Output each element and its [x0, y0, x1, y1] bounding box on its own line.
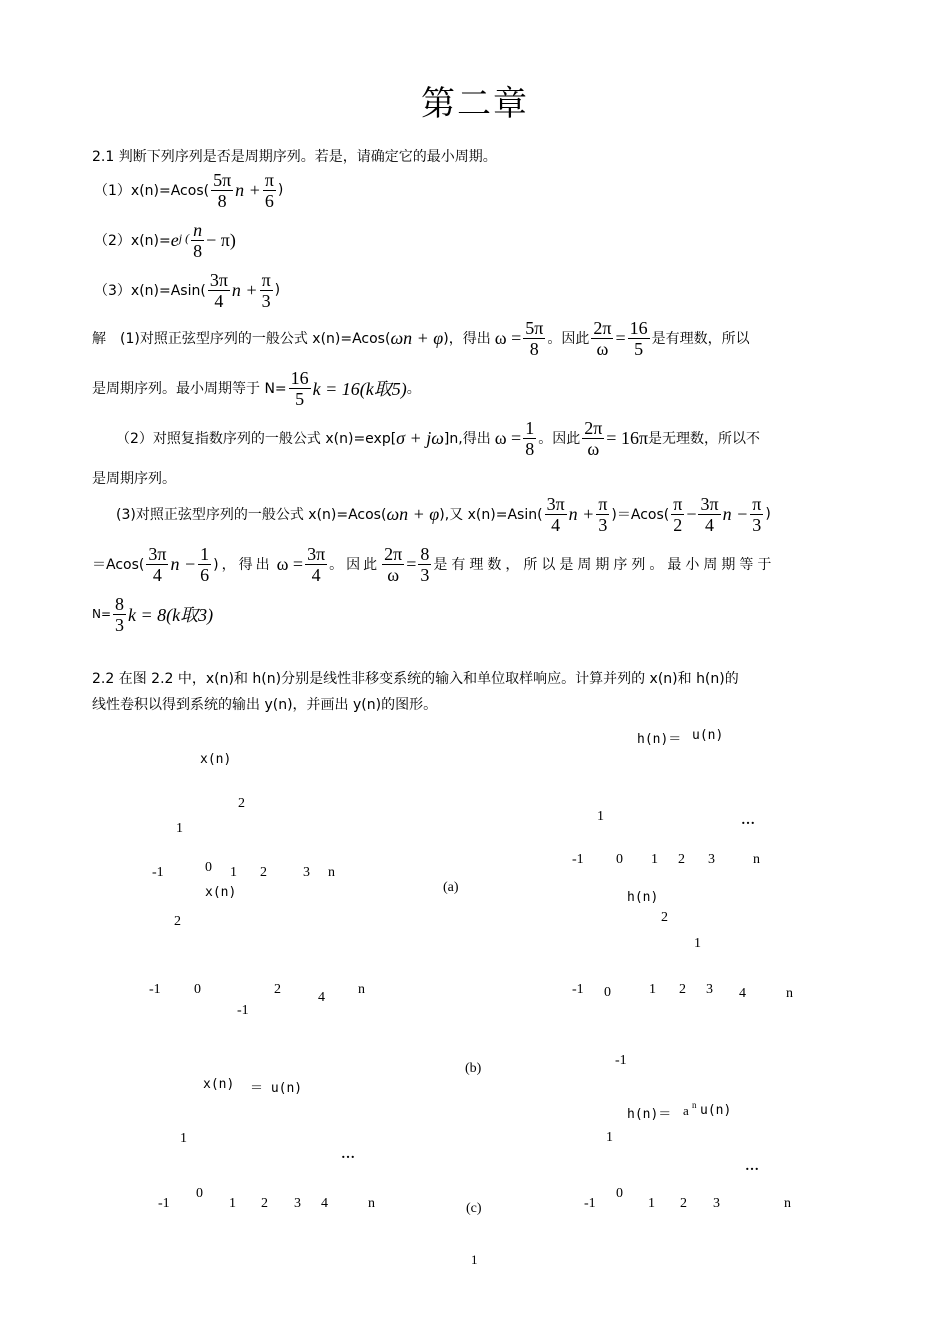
sol3-frac6: $\frac{3\pi}{4}$	[148, 543, 167, 585]
sol2-frac-g: $\frac{2\pi}{\omega}$	[584, 417, 603, 459]
sol1-m: k = 16(k取5)	[312, 379, 407, 399]
sol3-frac3: $\frac{\pi}{2}$	[673, 493, 683, 535]
sol3-q: k = 8(k取3)	[128, 605, 214, 625]
q22-line1: 2.2 在图 2.2 中，x(n)和 h(n)分别是线性非移变系统的输入和单位取样响应。计算并列的 x(n)和 h(n)的	[92, 671, 739, 687]
sol3-d: n +	[568, 503, 595, 524]
sol3-line1	[116, 492, 771, 536]
sol1-h: =	[615, 327, 626, 348]
sol3-frac7: $\frac{1}{6}$	[200, 543, 210, 585]
fig-b-h-tick: n	[786, 986, 793, 1001]
fig-a-h-tick: 3	[708, 852, 715, 867]
fig-b-x-value-neg1: -1	[237, 1003, 249, 1018]
sol3-frac10: $\frac{8}{3}$	[420, 543, 430, 585]
item3-prefix: （3）x(n)=Asin(	[94, 283, 206, 299]
item2-e: e	[170, 229, 179, 250]
sol2-b: σ + jω	[396, 427, 444, 448]
sol3-frac11: $\frac{8}{3}$	[115, 593, 125, 635]
fig-c-x-tick: -1	[158, 1196, 170, 1211]
sol1-line1	[92, 316, 750, 360]
fig-a-x-tick: 3	[303, 865, 310, 880]
item1-frac1: $\frac{5\pi}{8}$	[213, 169, 232, 211]
fig-c-x-value-1: 1	[180, 1131, 187, 1146]
item2-prefix: （2）x(n)=	[94, 233, 171, 249]
sol1-k: 是周期序列。最小周期等于 N=	[92, 381, 287, 397]
item1-mid: n +	[235, 179, 261, 200]
sol2-e: 。因此	[538, 431, 581, 447]
sol3-m: 。因此	[329, 557, 381, 573]
item2-frac: $\frac{n}{8}$	[193, 219, 203, 261]
fig-b-h-value-2: 2	[661, 910, 668, 925]
sol1-line2	[92, 366, 421, 410]
fig-c-h-tick: 0	[616, 1186, 623, 1201]
fig-c-h-ellipsis: …	[745, 1159, 759, 1174]
sol2-j: 是周期序列。	[92, 471, 176, 487]
sol1-j: 是有理数，所以	[651, 331, 750, 347]
fig-b-h-value-1: 1	[694, 936, 701, 951]
sol3-frac5: $\frac{\pi}{3}$	[752, 493, 762, 535]
sol3-p: N=	[92, 607, 112, 621]
fig-b-h-tick: 1	[649, 982, 656, 997]
fig-b-x-tick: n	[358, 982, 365, 997]
fig-a-h-label-u: u(n)	[692, 728, 724, 743]
fig-c-x-ellipsis: …	[341, 1147, 355, 1162]
sol3-line2	[92, 542, 775, 586]
fig-c-x-tick: n	[368, 1196, 375, 1211]
fig-c-h-tick: 2	[680, 1196, 687, 1211]
fig-a-h-tick: 0	[616, 852, 623, 867]
fig-c-x-tick: 2	[261, 1196, 268, 1211]
item2-tail: − π)	[206, 229, 236, 250]
fig-c-h-tick: n	[784, 1196, 791, 1211]
fig-b-x-tick: 0	[194, 982, 201, 997]
fig-c-x-tick: 1	[229, 1196, 236, 1211]
fig-b-h-label: h(n)	[627, 890, 659, 905]
fig-a-x-tick: -1	[152, 865, 164, 880]
fig-a-x-tick: n	[328, 865, 335, 880]
item3-suffix: )	[274, 282, 281, 298]
sol3-frac2: $\frac{\pi}{3}$	[598, 493, 608, 535]
q21-item2	[94, 218, 236, 262]
sol3-f: −	[686, 503, 697, 524]
sol1-d: ω =	[494, 327, 522, 348]
sol3-e: )＝Acos(	[611, 507, 670, 523]
fig-c-h-tick: 1	[648, 1196, 655, 1211]
sol3-h: )	[765, 506, 771, 522]
fig-b-h-value-neg1: -1	[615, 1053, 627, 1068]
fig-a-h-tick: -1	[572, 852, 584, 867]
sol1-frac-g: $\frac{2\pi}{\omega}$	[593, 317, 612, 359]
sol3-g: n −	[722, 503, 749, 524]
fig-b-caption: (b)	[465, 1061, 482, 1076]
fig-c-h-tick: 3	[713, 1196, 720, 1211]
fig-b-h-tick: 0	[604, 985, 611, 1000]
fig-b-x-tick: -1	[149, 982, 161, 997]
sol3-b: ωn + φ	[386, 503, 440, 524]
sol2-d: ω =	[494, 427, 522, 448]
q21-item3	[94, 268, 280, 312]
q21-item1	[94, 168, 283, 212]
fig-a-h-ellipsis: …	[741, 813, 755, 828]
sol3-frac9: $\frac{2\pi}{\omega}$	[384, 543, 403, 585]
fig-a-x-value-2: 2	[238, 796, 245, 811]
sol2-c: ]n,得出	[443, 431, 491, 447]
sol2-a: （2）对照复指数序列的一般公式 x(n)=exp[	[116, 431, 397, 447]
item1-suffix: )	[277, 182, 284, 198]
sol3-frac1: $\frac{3\pi}{4}$	[546, 493, 565, 535]
fig-b-h-tick: -1	[572, 982, 584, 997]
sol3-a: (3)对照正弦型序列的一般公式 x(n)=Acos(	[116, 507, 387, 523]
fig-c-h-tick: -1	[584, 1196, 596, 1211]
sol2-line1	[116, 416, 760, 460]
sol3-j: n −	[170, 553, 197, 574]
item3-mid: n +	[231, 279, 258, 300]
item2-j: j (	[178, 230, 190, 245]
q22-line2: 线性卷积以得到系统的输出 y(n)，并画出 y(n)的图形。	[92, 697, 438, 713]
fig-a-h-tick: 2	[678, 852, 685, 867]
fig-a-x-tick: 0	[205, 860, 212, 875]
fig-a-x-label: x(n)	[200, 752, 232, 767]
sol2-i: 是无理数，所以不	[648, 431, 761, 447]
fig-b-x-value-2: 2	[174, 914, 181, 929]
fig-c-x-label: x(n)	[203, 1077, 235, 1092]
item3-frac2: $\frac{\pi}{3}$	[261, 269, 271, 311]
sol1-a: 解 (1)对照正弦型序列的一般公式 x(n)=Acos(	[92, 331, 391, 347]
fig-b-h-tick: 2	[679, 982, 686, 997]
fig-a-h-value-1: 1	[597, 809, 604, 824]
fig-c-h-value-1: 1	[606, 1130, 613, 1145]
fig-c-h-label-n: n	[692, 1100, 697, 1110]
sol1-frac-i: $\frac{16}{5}$	[629, 317, 648, 359]
sol1-frac-l: $\frac{16}{5}$	[290, 367, 309, 409]
fig-a-caption: (a)	[443, 880, 459, 895]
sol3-frac8: $\frac{3\pi}{4}$	[307, 543, 326, 585]
fig-b-x-tick: 2	[274, 982, 281, 997]
fig-b-x-tick: 4	[318, 990, 325, 1005]
page-title: 第二章	[421, 84, 529, 124]
fig-c-caption: (c)	[466, 1201, 482, 1216]
sol3-o: 是有理数，所以是周期序列。最小周期等于	[433, 557, 776, 573]
sol1-c: )，得出	[443, 331, 491, 347]
page-number: 1	[471, 1252, 478, 1267]
sol1-e: 。因此	[547, 331, 590, 347]
item3-frac1: $\frac{3\pi}{4}$	[209, 269, 228, 311]
fig-a-x-value-1: 1	[176, 821, 183, 836]
sol1-n: 。	[406, 381, 421, 397]
sol3-line3	[92, 592, 213, 636]
fig-c-h-label-a: a	[683, 1103, 689, 1118]
fig-c-x-label-u: ＝ u(n)	[250, 1081, 303, 1096]
sol1-frac-f: $\frac{5\pi}{8}$	[525, 317, 544, 359]
sol3-k: )，得出	[213, 557, 273, 573]
sol2-frac-f: $\frac{1}{8}$	[525, 417, 535, 459]
fig-c-x-tick: 4	[321, 1196, 328, 1211]
sol3-c: ),又 x(n)=Asin(	[439, 507, 543, 523]
fig-b-x-label: x(n)	[205, 885, 237, 900]
sol1-b: ωn + φ	[390, 327, 444, 348]
sol3-n: =	[406, 553, 417, 574]
fig-b-h-tick: 4	[739, 986, 746, 1001]
sol2-h: = 16π	[606, 427, 649, 448]
fig-c-x-tick: 3	[294, 1196, 301, 1211]
fig-a-x-tick: 1	[230, 865, 237, 880]
fig-a-h-tick: 1	[651, 852, 658, 867]
sol3-i: ＝Acos(	[92, 557, 145, 573]
item1-frac2: $\frac{\pi}{6}$	[264, 169, 274, 211]
fig-a-h-tick: n	[753, 852, 760, 867]
sol3-l: ω =	[276, 553, 304, 574]
sol3-frac4: $\frac{3\pi}{4}$	[700, 493, 719, 535]
fig-c-x-tick: 0	[196, 1186, 203, 1201]
fig-b-h-tick: 3	[706, 982, 713, 997]
fig-c-h-label-u: u(n)	[700, 1103, 732, 1118]
fig-a-h-label: h(n)＝	[637, 732, 682, 747]
fig-c-h-label: h(n)＝	[627, 1107, 672, 1122]
fig-a-x-tick: 2	[260, 865, 267, 880]
q21-prompt: 2.1 判断下列序列是否是周期序列。若是，请确定它的最小周期。	[92, 149, 497, 165]
item1-prefix: （1）x(n)=Acos(	[94, 183, 210, 199]
